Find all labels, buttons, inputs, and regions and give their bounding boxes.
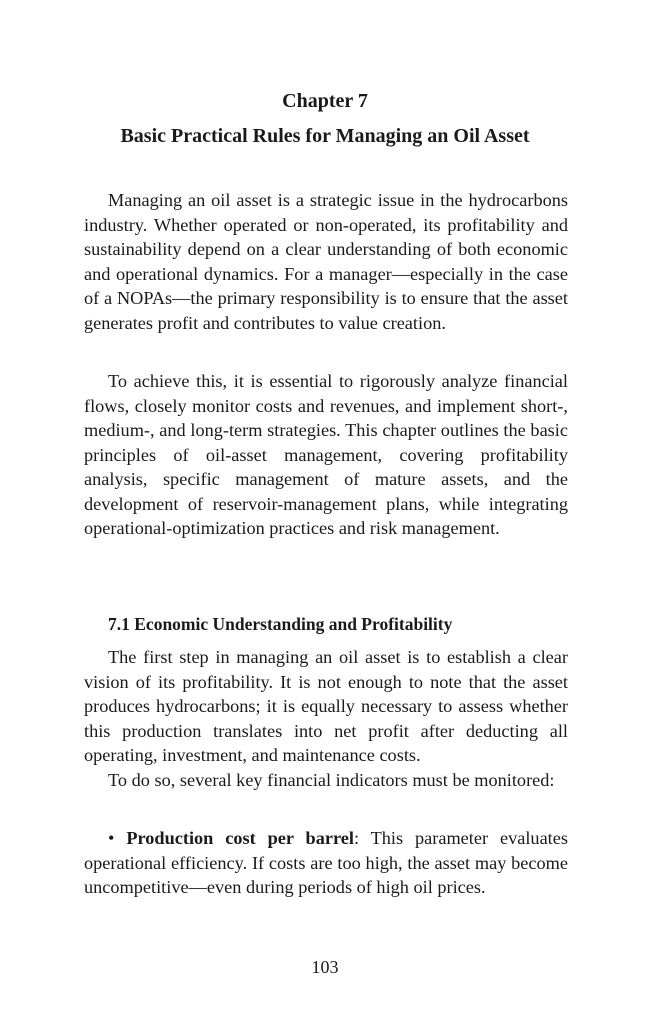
bullet-label: Production cost per barrel [126, 828, 354, 848]
section-paragraph-2: To do so, several key financial indicators must be monitored: [108, 770, 555, 790]
section-paragraph-1: The first step in managing an oil asset is to establish a clear vision of its profitability. It is not enough to note that the asset produces hydrocarbons; it is equally necessary to assess whether this production translates into net profit after deducting all operating, investment, and maintenance costs. [84, 647, 568, 765]
chapter-title: Basic Practical Rules for Managing an Oil Asset [120, 125, 530, 147]
intro-paragraph-1: Managing an oil asset is a strategic issue in the hydrocarbons industry. Whether operated or non-operated, its profitability and sustainability depend on a clear understanding of both economic and operational dynamics. For a manager—especially in the case of a NOPAs—the primary responsibility is to ensure that the asset generates profit and contributes to value creation. [84, 190, 568, 333]
bullet-marker: • [108, 828, 115, 848]
section-heading: 7.1 Economic Understanding and Profitability [108, 614, 453, 634]
bullet-text: : This parameter evaluates operational efficiency. If costs are too high, the asset may become uncompetitive—even during periods of high oil prices. [84, 828, 568, 897]
chapter-number: Chapter 7 [282, 90, 368, 112]
intro-paragraph-2: To achieve this, it is essential to rigorously analyze financial flows, closely monitor costs and revenues, and implement short-, medium-, and long-term strategies. This chapter outlines the basic principles of oil-asset management, covering profitability analysis, specific management of mature assets, and the development of reservoir-management plans, while integrating operational-optimization practices and risk management. [84, 371, 568, 538]
page-number: 103 [311, 957, 339, 977]
bullet-item [84, 826, 568, 900]
